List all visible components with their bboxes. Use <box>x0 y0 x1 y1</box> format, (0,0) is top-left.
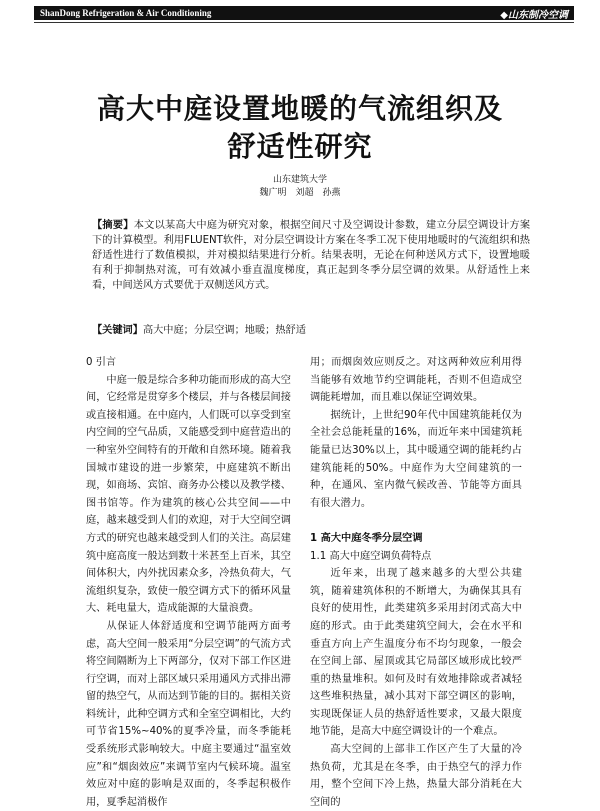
article-title <box>40 90 560 166</box>
journal-name-chinese: ◆山东制冷空调 <box>500 9 568 21</box>
header-divider <box>34 22 574 23</box>
title-line-2: 舒适性研究 <box>227 130 373 163</box>
author-affiliation: 山东建筑大学 <box>272 175 327 185</box>
abstract-label: 【摘要】 <box>92 220 134 231</box>
journal-header-bar <box>34 6 574 20</box>
keywords-label: 【关键词】 <box>92 325 143 336</box>
paragraph: 用；而烟囱效应则反之。对这两种效应利用得当能够有效地节约空调能耗，否则不但造成空调能耗增加，而且难以保证空调效果。 <box>310 357 522 404</box>
body-column-right <box>310 354 522 811</box>
abstract <box>92 218 530 293</box>
title-line-1: 高大中庭设置地暖的气流组织及 <box>96 92 503 125</box>
keywords <box>92 323 530 338</box>
paragraph: 据统计，上世纪90年代中国建筑能耗仅为全社会总能耗量的16%，而近年来中国建筑耗能量已达30%以上，其中暖通空调的能耗约占建筑能耗的50%。中庭作为大空间建筑的一种，在通风、室内微气候改善、节能等方面具有很大潜力。 <box>310 409 522 509</box>
body-column-left <box>86 354 291 811</box>
keywords-text: 高大中庭；分层空调；地暖；热舒适 <box>142 325 306 336</box>
paragraph: 从保证人体舒适度和空调节能两方面考虑，高大空间一般采用“分层空调”的气流方式将空间隔断为上下两部分，仅对下部工作区进行空调，而对上部区域只采用通风方式排出滞留的热空气，从而达到节能的目的。据相关资料统计，此种空调方式和全室空调相比，大约可节省15%~40%的夏季冷量，而冬季能耗受系统形式影响较大。中庭主要通过“温室效应”和“烟囱效应”来调节室内气候环境。温室效应对中庭的影响是双面的，冬季起积极作用，夏季起消极作 <box>86 620 291 808</box>
paragraph: 高大空间的上部非工作区产生了大量的冷热负荷，尤其是在冬季，由于热空气的浮力作用，整个空间下冷上热，热量大部分消耗在大空间的 <box>310 744 522 808</box>
section-heading-introduction: 0 引言 <box>86 357 117 368</box>
section-heading-1-1: 1.1 高大中庭空调负荷特点 <box>310 550 432 562</box>
paragraph: 中庭一般是综合多种功能而形成的高大空间，它经常是贯穿多个楼层，并与各楼层间接或直接相通。在中庭内，人们既可以享受到室内空间的空气品质，又能感受到中庭营造出的一种室外空间特有的开敞和自然环境。随着我国城市建设的进一步繁荣，中庭建筑不断出现，如商场、宾馆、商务办公楼以及教学楼、图书馆等。作为建筑的核心公共空间——中庭，越来越受到人们的欢迎，对于大空间空调方式的研究也越来越受到人们的关注。高层建筑中庭高度一般达到数十米甚至上百米，其空间体积大，内外扰因素众多，冷热负荷大，气流组织复杂，致使一般空调方式下的循环风量大、耗电量大，造成能源的大量浪费。 <box>86 374 291 615</box>
spacer <box>310 512 522 530</box>
section-heading-1: 1 高大中庭冬季分层空调 <box>310 532 423 544</box>
journal-name-english: ShanDong Refrigeration & Air Conditioning <box>40 8 212 18</box>
author-list: 魏广明 刘超 孙燕 <box>259 188 341 198</box>
paragraph: 近年来，出现了越来越多的大型公共建筑，随着建筑体积的不断增大，为确保其具有良好的使用性，此类建筑多采用封闭式高大中庭的形式。由于此类建筑空间大，会在水平和垂直方向上产生温度分布不均匀现象，一般会在空间上部、屋顶或其它局部区域形成比较严重的热量堆积。如何及时有效地排除或者减轻这些堆积热量，减小其对下部空调区的影响，实现既保证人员的热舒适性要求，又最大限度地节能，是高大中庭空调设计的一个难点。 <box>310 568 522 738</box>
abstract-text: 本文以某高大中庭为研究对象，根据空间尺寸及空调设计参数，建立分层空调设计方案下的计算模型。利用FLUENT软件，对分层空调设计方案在冬季工况下使用地暖时的气流组织和热舒适性进行了数值模拟，并对模拟结果进行分析。结果表明，无论在何种送风方式下，设置地暖有利于抑制热对流，可有效减小垂直温度梯度，真正起到冬季分层空调的效果。从舒适性上来看，中间送风方式要优于双侧送风方式。 <box>92 220 531 291</box>
